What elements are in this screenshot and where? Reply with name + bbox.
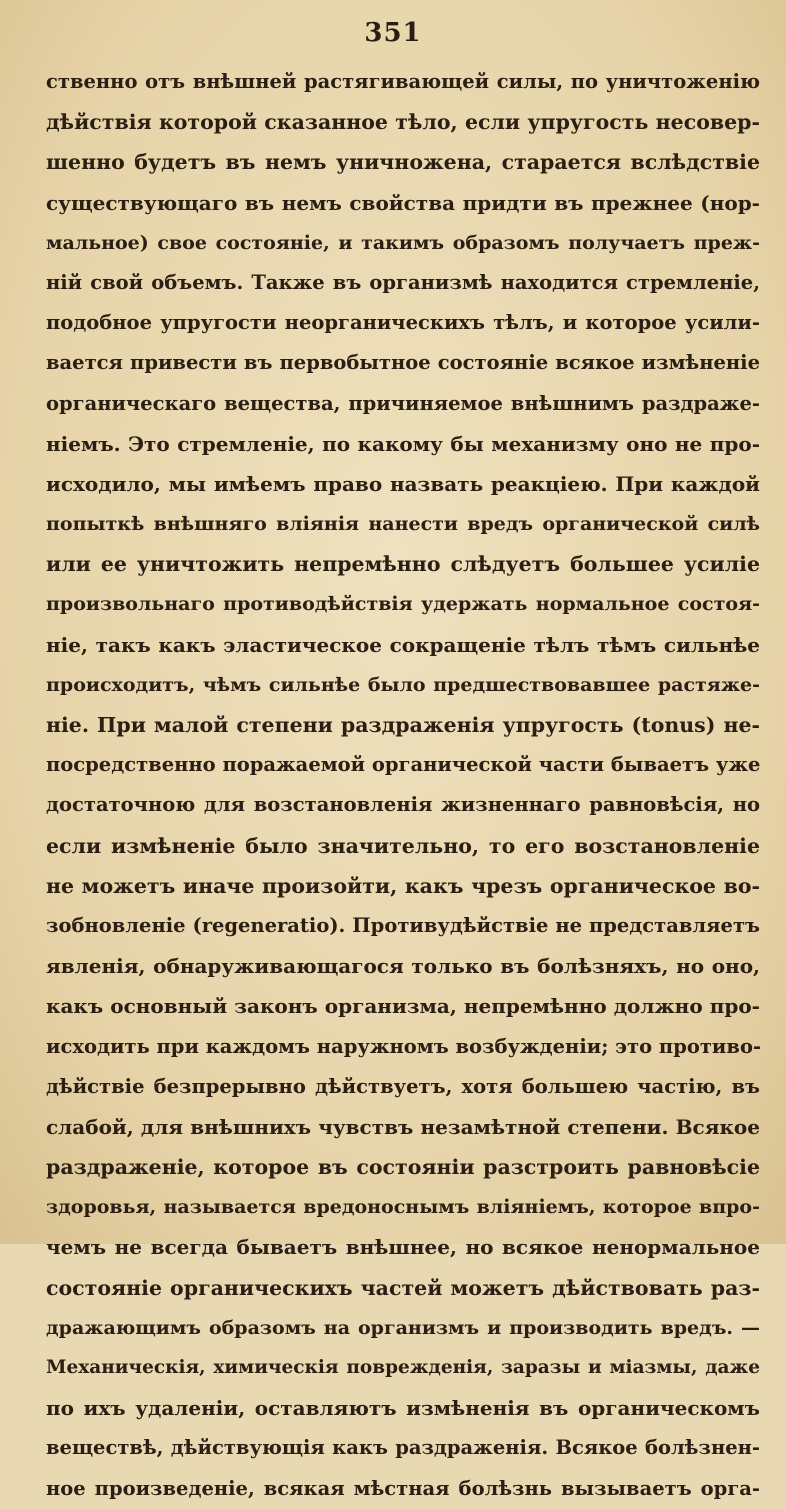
text-line: ніе, такъ какъ эластическое сокращеніе тѣлъ тѣмъ сильнѣе [46, 632, 760, 657]
text-line: зобновленіе (regeneratio). Противудѣйствіе не представляетъ [46, 913, 760, 937]
text-line: попыткѣ внѣшняго вліянія нанести вредъ органической силѣ [46, 513, 760, 536]
text-line: если измѣненіе было значительно, то его возстановленіе [46, 833, 760, 858]
text-line: посредственно поражаемой органической части бываетъ уже [46, 753, 761, 777]
text-line: исходить при каждомъ наружномъ возбужденіи; это противо- [46, 1034, 762, 1058]
text-line: дѣйствія которой сказанное тѣло, если упругость несовер- [46, 110, 760, 135]
text-line: исходило, мы имѣемъ право назвать реакціею. При каждой [46, 471, 760, 496]
text-line: какъ основный законъ организма, непремѣнно должно про- [46, 994, 760, 1019]
text-line: вается привести въ первобытное состояніе всякое измѣненіе [46, 351, 760, 375]
text-line: дражающимъ образомъ на организмъ и производить вредъ. — [46, 1316, 760, 1339]
text-line: произвольнаго противодѣйствія удержать нормальное состоя- [46, 593, 760, 616]
text-line: ное произведеніе, всякая мѣстная болѣзнь вызываетъ орга- [46, 1476, 760, 1500]
text-line: дѣйствіе безпрерывно дѣйствуетъ, хотя большею частію, въ [46, 1074, 760, 1098]
text-line: раздраженіе, которое въ состояніи разстроить равновѣсіе [46, 1155, 760, 1180]
text-line: существующаго въ немъ свойства придти въ прежнее (нор- [46, 190, 760, 215]
text-line: веществѣ, дѣйствующія какъ раздраженія. Всякое болѣзнен- [46, 1436, 760, 1460]
text-line: ніемъ. Это стремленіе, по какому бы механизму оно не про- [46, 431, 760, 456]
text-line: ній свой объемъ. Также въ организмѣ находится стремленіе, [46, 270, 760, 294]
body-text [46, 62, 760, 1509]
text-line: или ее уничтожить непремѣнно слѣдуетъ большее усиліе [46, 552, 760, 577]
text-line: чемъ не всегда бываетъ внѣшнее, но всякое ненормальное [46, 1235, 760, 1260]
text-line: явленія, обнаруживающагося только въ болѣзняхъ, но оно, [46, 954, 760, 979]
page-number: 351 [364, 18, 422, 48]
text-line: ственно отъ внѣшней растягивающей силы, по уничтоженію [46, 70, 760, 93]
text-line: состояніе органическихъ частей можетъ дѣйствовать раз- [46, 1275, 760, 1300]
text-line: по ихъ удаленіи, оставляютъ измѣненія въ органическомъ [46, 1396, 760, 1421]
text-line: органическаго вещества, причиняемое внѣшнимъ раздраже- [46, 391, 760, 415]
text-line: подобное упругости неорганическихъ тѣлъ, и которое усили- [46, 311, 760, 335]
text-line: не можетъ иначе произойти, какъ чрезъ органическое во- [46, 873, 760, 898]
text-line: здоровья, называется вредоноснымъ вліяніемъ, которое впро- [46, 1196, 760, 1219]
text-line: шенно будетъ въ немъ уничножена, старается вслѣдствіе [46, 150, 760, 175]
text-line: слабой, для внѣшнихъ чувствъ незамѣтной степени. Всякое [46, 1114, 760, 1139]
text-line: Механическія, химическія поврежденія, заразы и міазмы, даже [46, 1357, 760, 1378]
text-line: достаточною для возстановленія жизненнаго равновѣсія, но [46, 793, 760, 817]
text-line: мальное) свое состояніе, и такимъ образомъ получаетъ преж- [46, 231, 760, 254]
text-line: ніе. При малой степени раздраженія упругость (tonus) не- [46, 713, 760, 737]
text-line: происходитъ, чѣмъ сильнѣе было предшествовавшее растяже- [46, 673, 760, 696]
